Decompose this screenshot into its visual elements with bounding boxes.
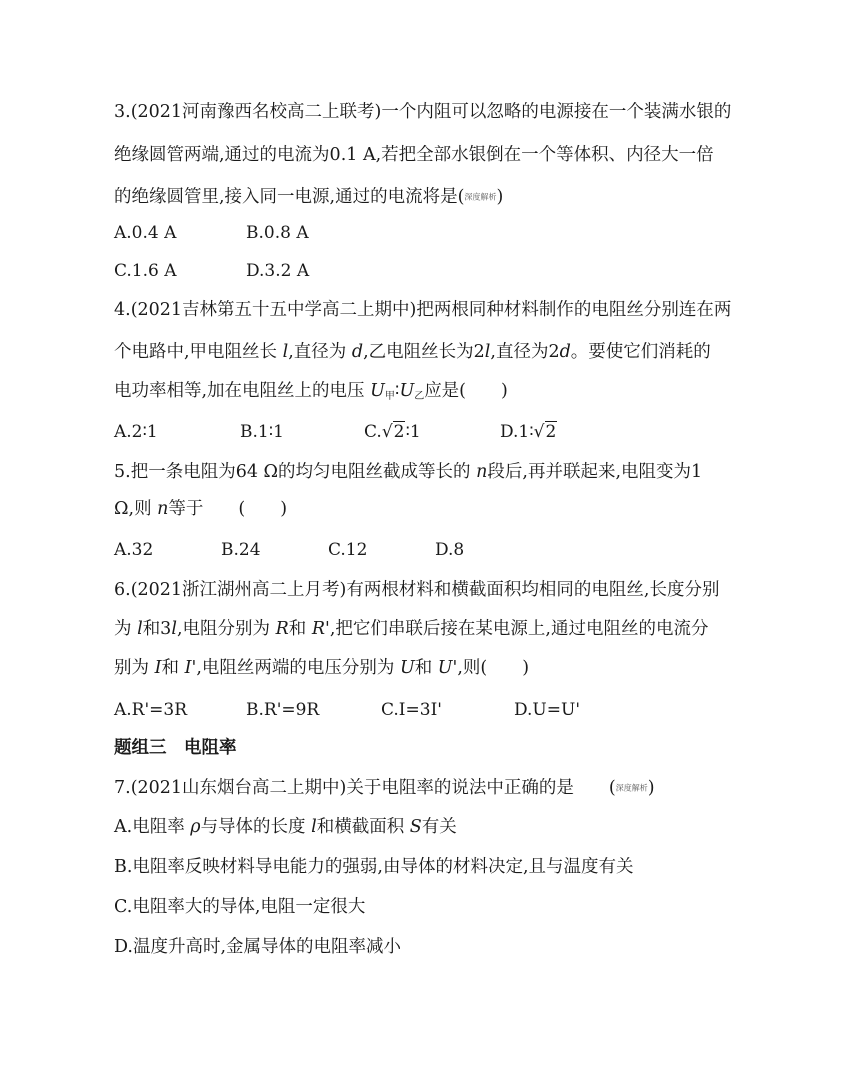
q3-option-c: C.1.6 A bbox=[114, 261, 177, 281]
q7-option-a: A.电阻率 ρ与导体的长度 l和横截面积 S有关 bbox=[114, 817, 457, 837]
q5-option-b: B.24 bbox=[221, 540, 261, 560]
q4-option-a: A.2∶1 bbox=[114, 422, 158, 442]
q5-option-c: C.12 bbox=[328, 540, 368, 560]
q5-option-d: D.8 bbox=[435, 540, 465, 560]
q3-line-2: 绝缘圆管两端,通过的电流为0.1 A,若把全部水银倒在一个等体积、内径大一倍 bbox=[114, 145, 714, 165]
q5-line-1: 5.把一条电阻为64 Ω的均匀电阻丝截成等长的 n段后,再并联起来,电阻变为1 bbox=[114, 462, 703, 482]
sqrt-symbol: √2 bbox=[381, 422, 405, 442]
q7-option-d: D.温度升高时,金属导体的电阻率减小 bbox=[114, 937, 402, 957]
q6-option-a: A.R'=3R bbox=[114, 700, 188, 720]
q7-line-1: 7.(2021山东烟台高二上期中)关于电阻率的说法中正确的是 (深度解析) bbox=[114, 778, 655, 798]
deep-analysis-tag: 深度解析 bbox=[615, 783, 648, 793]
q3-line-3: 的绝缘圆管里,接入同一电源,通过的电流将是(深度解析) bbox=[114, 187, 504, 207]
sqrt-symbol: √2 bbox=[533, 422, 557, 442]
q6-option-b: B.R'=9R bbox=[246, 700, 320, 720]
q6-option-d: D.U=U' bbox=[514, 700, 580, 720]
q3-line-1: 3.(2021河南豫西名校高二上联考)一个内阻可以忽略的电源接在一个装满水银的 bbox=[114, 102, 732, 122]
section-heading: 题组三 电阻率 bbox=[114, 738, 237, 758]
q4-option-c: C.√2∶1 bbox=[364, 422, 421, 442]
q4-option-b: B.1∶1 bbox=[240, 422, 284, 442]
q4-line-3: 电功率相等,加在电阻丝上的电压 $U_甲∶U_乙$应是( ) bbox=[114, 381, 508, 402]
q5-option-a: A.32 bbox=[114, 540, 154, 560]
q3-option-d: D.3.2 A bbox=[246, 261, 310, 281]
q4-line-1: 4.(2021吉林第五十五中学高二上期中)把两根同种材料制作的电阻丝分别连在两 bbox=[114, 300, 732, 320]
deep-analysis-tag: 深度解析 bbox=[464, 192, 497, 202]
q6-line-2: 为 l和3l,电阻分别为 R和 R',把它们串联后接在某电源上,通过电阻丝的电流分 bbox=[114, 619, 709, 639]
q4-option-d: D.1∶√2 bbox=[500, 422, 557, 442]
q5-line-2: Ω,则 n等于 ( ) bbox=[114, 499, 288, 519]
q3-option-b: B.0.8 A bbox=[246, 223, 309, 243]
q3-option-a: A.0.4 A bbox=[114, 223, 177, 243]
q6-line-3: 别为 I和 I',电阻丝两端的电压分别为 U和 U',则( ) bbox=[114, 658, 530, 678]
q6-line-1: 6.(2021浙江湖州高二上月考)有两根材料和横截面积均相同的电阻丝,长度分别 bbox=[114, 580, 720, 600]
q4-line-2: 个电路中,甲电阻丝长 l,直径为 d,乙电阻丝长为2l,直径为2d。要使它们消耗的 bbox=[114, 342, 711, 362]
q7-option-c: C.电阻率大的导体,电阻一定很大 bbox=[114, 897, 366, 917]
q6-option-c: C.I=3I' bbox=[381, 700, 442, 720]
q7-option-b: B.电阻率反映材料导电能力的强弱,由导体的材料决定,且与温度有关 bbox=[114, 857, 634, 877]
